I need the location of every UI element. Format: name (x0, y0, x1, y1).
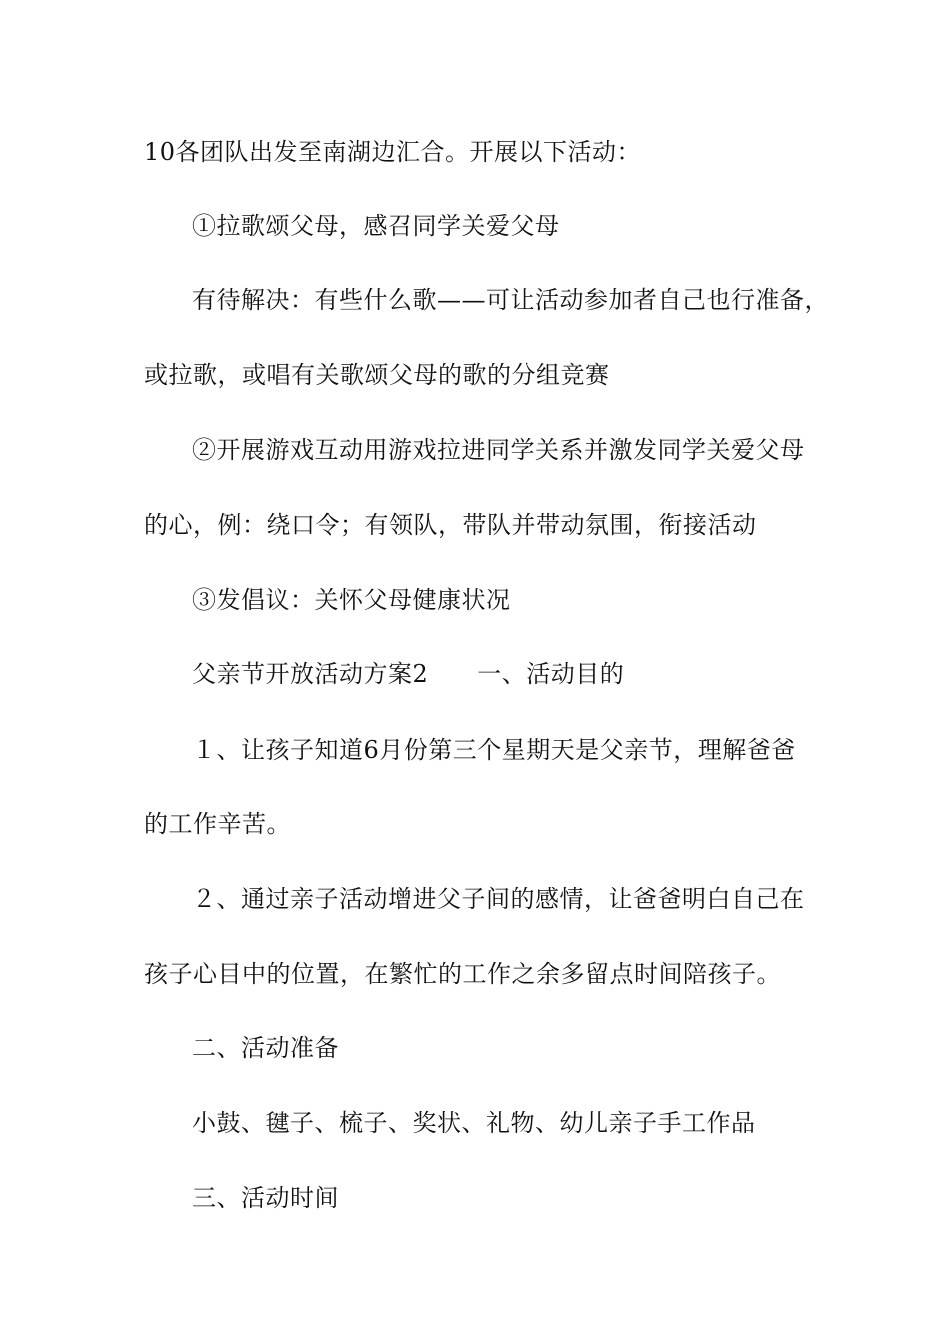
section-heading-time: 三、活动时间 (192, 1184, 339, 1212)
text-line-10: 的工作辛苦。 (144, 810, 291, 838)
text-line-1: 10各团队出发至南湖边汇合。开展以下活动： (144, 138, 642, 166)
text-line-4: 或拉歌，或唱有关歌颂父母的歌的分组竞赛 (144, 361, 610, 389)
section-heading-preparation: 二、活动准备 (192, 1034, 339, 1062)
section-heading-plan-2: 父亲节开放活动方案2 一、活动目的 (192, 660, 625, 688)
text-line-12: 孩子心目中的位置，在繁忙的工作之余多留点时间陪孩子。 (144, 960, 781, 988)
text-line-9: １、让孩子知道6月份第三个星期天是父亲节，理解爸爸 (192, 736, 796, 764)
text-line-2: ①拉歌颂父母，感召同学关爱父母 (192, 212, 560, 240)
text-line-5: ②开展游戏互动用游戏拉进同学关系并激发同学关爱父母 (192, 436, 805, 464)
text-line-3: 有待解决：有些什么歌——可让活动参加者自己也行准备， (192, 286, 829, 314)
text-line-7: ③发倡议：关怀父母健康状况 (192, 586, 511, 614)
text-line-6: 的心，例：绕口令；有领队，带队并带动氛围，衔接活动 (144, 511, 757, 539)
text-line-14: 小鼓、毽子、梳子、奖状、礼物、幼儿亲子手工作品 (192, 1109, 756, 1137)
text-line-11: ２、通过亲子活动增进父子间的感情，让爸爸明白自己在 (192, 885, 805, 913)
